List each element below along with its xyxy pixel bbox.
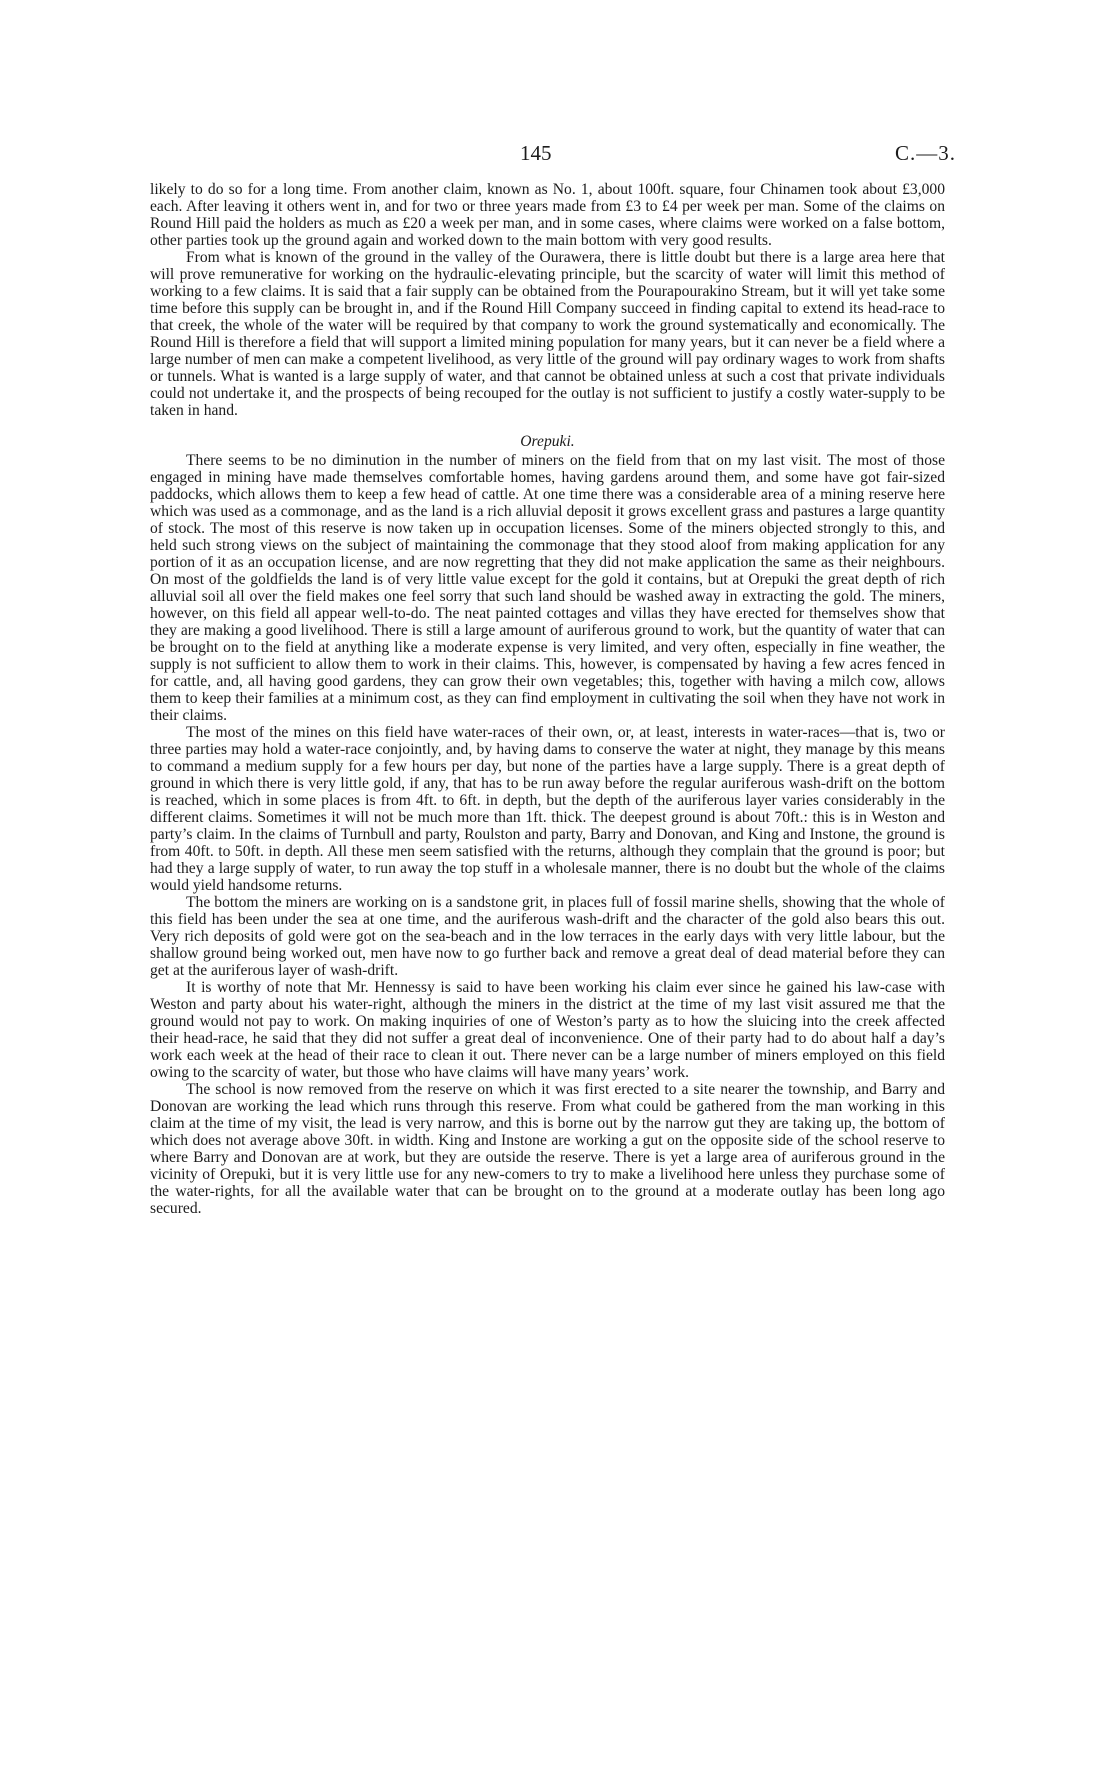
paragraph: likely to do so for a long time. From another claim, known as No. 1, about 100ft. square, four Chinamen took about £3,000 each. After leaving it others went in, and for two or three years made from £3 to £4 per week per man. Some of the claims on Round Hill paid the holders as much as £20 a week per man, and in some cases, where claims were worked on a false bottom, other parties took up the ground again and worked down to the main bottom with very good results. [150, 181, 945, 249]
page-number: 145 [520, 141, 552, 165]
section-heading-orepuki: Orepuki. [520, 433, 575, 450]
paragraph: It is worthy of note that Mr. Hennessy is said to have been working his claim ever since he gained his law-case with Weston and party about his water-right, although the miners in the district at the time of my last visit assured me that the ground would not pay to work. On making inquiries of one of Weston’s party as to how the sluicing into the creek affected their head-race, he said that they did not suffer a great deal of inconvenience. One of their party had to do about half a day’s work each week at the head of their race to clean it out. There never can be a large number of miners employed on this field owing to the scarcity of water, but those who have claims will have many years’ work. [150, 979, 945, 1081]
paragraph: There seems to be no diminution in the number of miners on the field from that on my last visit. The most of those engaged in mining have made themselves comfortable homes, having gardens around them, and some have got fair-sized paddocks, which allows them to keep a few head of cattle. At one time there was a considerable area of a mining reserve here which was used as a commonage, and as the land is a rich alluvial deposit it grows excellent grass and pastures a large quantity of stock. The most of this reserve is now taken up in occupation licenses. Some of the miners objected strongly to this, and held such strong views on the subject of maintaining the commonage that they stood aloof from making application for any portion of it as an occupation license, and are now regretting that they did not make application the same as their neighbours. On most of the goldfields the land is of very little value except for the gold it contains, but at Orepuki the great depth of rich alluvial soil all over the field makes one feel sorry that such land should be washed away in extracting the gold. The miners, however, on this field all appear well-to-do. The neat painted cottages and villas they have erected for themselves show that they are making a good livelihood. There is still a large amount of auriferous ground to work, but the quantity of water that can be brought on to the field at anything like a moderate expense is very limited, and very often, especially in fine weather, the supply is not sufficient to allow them to work in their claims. This, however, is compensated by having a few acres fenced in for cattle, and, all having good gardens, they can grow their own vegetables; this, together with having a milch cow, allows them to keep their families at a minimum cost, as they can find employment in cultivating the soil when they have not work in their claims. [150, 452, 945, 724]
paragraph: The school is now removed from the reserve on which it was first erected to a site nearer the township, and Barry and Donovan are working the lead which runs through this reserve. From what could be gathered from the man working in this claim at the time of my visit, the lead is very narrow, and this is borne out by the narrow gut they are taking up, the bottom of which does not average above 30ft. in width. King and Instone are working a gut on the opposite side of the school reserve to where Barry and Donovan are at work, but they are outside the reserve. There is yet a large area of auriferous ground in the vicinity of Orepuki, but it is very little use for any new-comers to try to make a livelihood here unless they purchase some of the water-rights, for all the available water that can be brought on to the ground at a moderate outlay has been long ago secured. [150, 1081, 945, 1217]
page-body [150, 181, 945, 1217]
paragraph: The most of the mines on this field have water-races of their own, or, at least, interests in water-races—that is, two or three parties may hold a water-race conjointly, and, by having dams to conserve the water at night, they manage by this means to command a medium supply for a few hours per day, but none of the parties have a large supply. There is a great depth of ground in which there is very little gold, if any, that has to be run away before the regular auriferous wash-drift on the bottom is reached, which in some places is from 4ft. to 6ft. in depth, but the depth of the auriferous layer varies considerably in the different claims. Sometimes it will not be much more than 1ft. thick. The deepest ground is about 70ft.: this is in Weston and party’s claim. In the claims of Turnbull and party, Roulston and party, Barry and Donovan, and King and Instone, the ground is from 40ft. to 50ft. in depth. All these men seem satisfied with the returns, although they complain that the ground is poor; but had they a large supply of water, to run away the top stuff in a wholesale manner, there is no doubt but the whole of the claims would yield handsome returns. [150, 724, 945, 894]
document-reference: C.—3. [894, 141, 956, 165]
page-header [150, 141, 956, 171]
paragraph: The bottom the miners are working on is a sandstone grit, in places full of fossil marine shells, showing that the whole of this field has been under the sea at one time, and the auriferous wash-drift and the character of the gold also bears this out. Very rich deposits of gold were got on the sea-beach and in the low terraces in the early days with very little labour, but the shallow ground being worked out, men have now to go further back and remove a great deal of dead material before they can get at the auriferous layer of wash-drift. [150, 894, 945, 979]
paragraph: From what is known of the ground in the valley of the Ourawera, there is little doubt but there is a large area here that will prove remunerative for working on the hydraulic-elevating principle, but the scarcity of water will limit this method of working to a few claims. It is said that a fair supply can be obtained from the Pourapourakino Stream, but it will yet take some time before this supply can be brought in, and if the Round Hill Company succeed in finding capital to extend its head-race to that creek, the whole of the water will be required by that company to work the ground systematically and economically. The Round Hill is therefore a field that will support a limited mining population for many years, but it can never be a field where a large number of men can make a competent livelihood, as very little of the ground will pay ordinary wages to work from shafts or tunnels. What is wanted is a large supply of water, and that cannot be obtained unless at such a cost that private individuals could not undertake it, and the prospects of being recouped for the outlay is not sufficient to justify a costly water-supply to be taken in hand. [150, 249, 945, 419]
